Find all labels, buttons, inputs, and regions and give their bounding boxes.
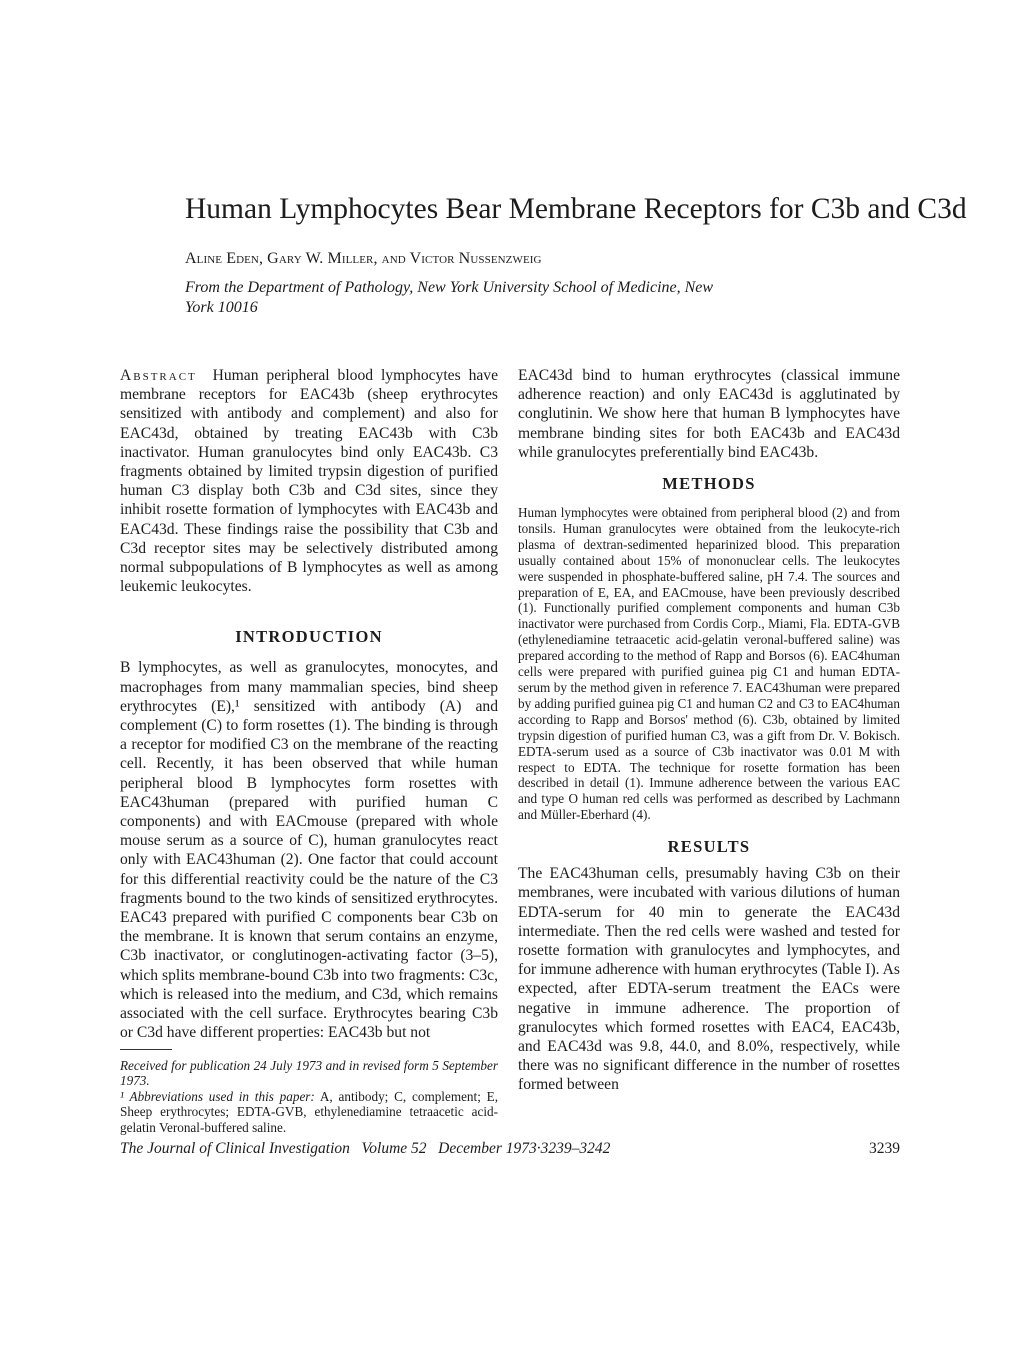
author-list: Aline Eden, Gary W. Miller, and Victor Nussenzweig: [185, 250, 542, 267]
introduction-continuation: EAC43d bind to human erythrocytes (classical immune adherence reaction) and only EAC43d is agglutinated by conglutinin. We show here that human B lymphocytes have membrane binding sites for both EAC43b and EAC43d while granulocytes preferentially bind EAC43b.: [518, 367, 900, 461]
left-column: [120, 366, 498, 1135]
right-column: [518, 366, 900, 1095]
abbreviations-label: ¹ Abbreviations used in this paper:: [120, 1088, 315, 1104]
methods-heading: METHODS: [662, 474, 756, 494]
results-text: The EAC43human cells, presumably having C3b on their membranes, were incubated with various dilutions of human EDTA-serum for 40 min to generate the EAC43d intermediate. Then the red cells were washed and tested for rosette formation with granulocytes and lymphocytes, and for immune adherence with human erythrocytes (Table I). As expected, after EDTA-serum treatment the EACs were negative in immune adherence. The proportion of granulocytes which formed rosettes with EAC4, EAC43b, and EAC43d was 9.8, 44.0, and 8.0%, respectively, while there was no significant difference in the number of rosettes formed between: [518, 865, 900, 1094]
abstract: [120, 366, 498, 596]
article-title: Human Lymphocytes Bear Membrane Receptors for C3b and C3d: [185, 193, 967, 225]
results-heading: RESULTS: [667, 837, 751, 857]
affiliation: From the Department of Pathology, New York University School of Medicine, New York 10016: [185, 279, 714, 316]
introduction-heading: INTRODUCTION: [235, 627, 383, 647]
abstract-text: Human peripheral blood lymphocytes have membrane receptors for EAC43b (sheep erythrocytes sensitized with antibody and complement) and also for EAC43d, obtained by treating EAC43b with C3b inactivator. Human granulocytes bind only EAC43b. C3 fragments obtained by limited trypsin digestion of purified human C3 display both C3b and C3d sites, since they inhibit rosette formation of lymphocytes with EAC43b and EAC43d. These findings raise the possibility that C3b and C3d receptor sites may be selectively distributed among normal subpopulations of B lymphocytes as well as among leukemic leukocytes.: [120, 367, 499, 596]
journal-name: The Journal of Clinical Investigation: [120, 1140, 350, 1157]
journal-issue: December 1973·3239–3242: [438, 1140, 611, 1157]
abbreviations-text: A, antibody; C, complement; E, Sheep erythrocytes; EDTA-GVB, ethylenediamine tetraacetic acid-gelatin Veronal-buffered saline.: [120, 1088, 499, 1135]
footnote-rule: [120, 1049, 172, 1050]
introduction-text: B lymphocytes, as well as granulocytes, monocytes, and macrophages from many mammalian species, bind sheep erythrocytes (E),¹ sensitized with antibody (A) and complement (C) to form rosettes (1). The binding is through a receptor for modified C3 on the membrane of the reacting cell. Recently, it has been observed that while human peripheral blood B lymphocytes form rosettes with EAC43human (prepared with purified human C components) and with EACmouse (prepared with whole mouse serum as a source of C), human granulocytes react only with EAC43human (2). One factor that could account for this differential reactivity could be the nature of the C3 fragments bound to the two kinds of sensitized erythrocytes. EAC43 prepared with purified C components bear C3b on the membrane. It is known that serum contains an enzyme, C3b inactivator, or conglutinogen-activating factor (3–5), which splits membrane-bound C3b into two fragments: C3c, which is released into the medium, and C3d, which remains associated with the cell surface. Erythrocytes bearing C3b or C3d have different properties: EAC43b but not: [120, 659, 498, 1042]
abstract-label: Abstract: [120, 367, 197, 384]
footnote-received: Received for publication 24 July 1973 and in revised form 5 September 1973.: [120, 1057, 498, 1088]
journal-volume: Volume 52: [361, 1140, 427, 1157]
page-number: 3239: [869, 1140, 900, 1157]
journal-footer: [120, 1140, 900, 1158]
footnote-abbreviations: [120, 1089, 498, 1136]
methods-text: Human lymphocytes were obtained from peripheral blood (2) and from tonsils. Human granulocytes were obtained from the leukocyte-rich plasma of dextran-sedimented heparinized blood. This preparation usually contained about 15% of mononuclear cells. The leukocytes were suspended in phosphate-buffered saline, pH 7.4. The sources and preparation of E, EA, and EACmouse, have been previously described (1). Functionally purified complement components and human C3b inactivator were purchased from Cordis Corp., Miami, Fla. EDTA-GVB (ethylenediamine tetraacetic acid-gelatin veronal-buffered saline) was prepared according to the method of Rapp and Borsos (6). EAC4human cells were prepared with purified guinea pig C1 and human EDTA-serum by the method given in reference 7. EAC43human were prepared by adding purified guinea pig C1 and human C2 and C3 to EAC4human according to Rapp and Borsos' method (6). C3b, obtained by limited trypsin digestion of purified human C3, was a gift from Dr. V. Bokisch. EDTA-serum used as a source of C3b inactivator was 0.01 M with respect to EDTA. The technique for rosette formation has been described in detail (1). Immune adherence between the various EAC and type O human red cells was performed as described by Lachmann and Müller-Eberhard (4).: [518, 505, 900, 823]
